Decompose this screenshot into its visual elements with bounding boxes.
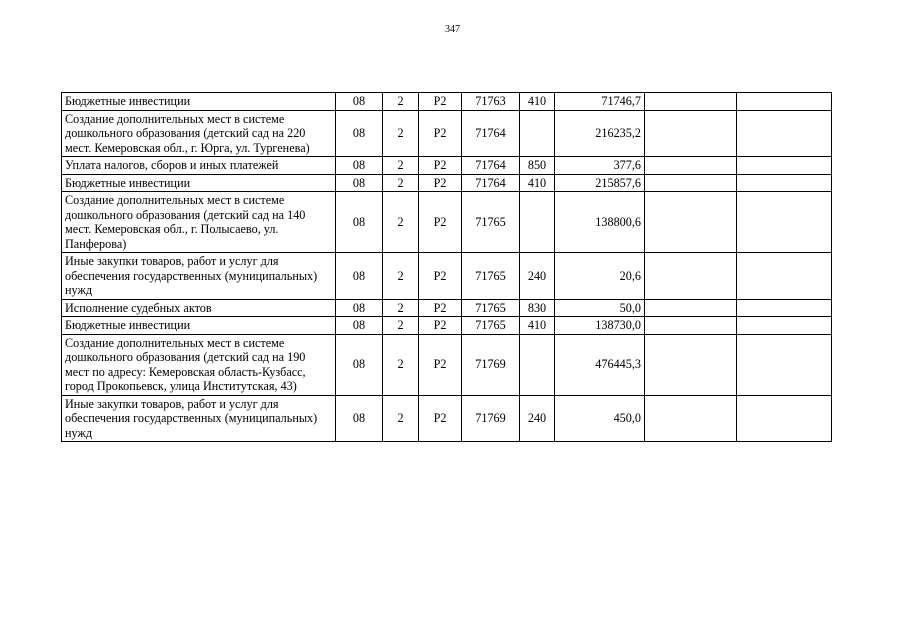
empty-column-cell	[737, 93, 832, 111]
amount-cell: 215857,6	[555, 174, 645, 192]
expense-type-cell: 240	[520, 253, 555, 300]
subsection-cell: 2	[383, 334, 419, 395]
program-cell: P2	[419, 334, 462, 395]
program-cell: P2	[419, 157, 462, 175]
section-cell: 08	[336, 174, 383, 192]
row-name-cell: Иные закупки товаров, работ и услуг для обеспечения государственных (муниципальных) нужд	[62, 395, 336, 442]
program-cell: P2	[419, 93, 462, 111]
program-cell: P2	[419, 110, 462, 157]
section-cell: 08	[336, 93, 383, 111]
section-cell: 08	[336, 299, 383, 317]
section-cell: 08	[336, 110, 383, 157]
subsection-cell: 2	[383, 395, 419, 442]
subsection-cell: 2	[383, 110, 419, 157]
empty-column-cell	[737, 395, 832, 442]
amount-cell: 20,6	[555, 253, 645, 300]
empty-column-cell	[737, 157, 832, 175]
expense-type-cell: 850	[520, 157, 555, 175]
section-cell: 08	[336, 253, 383, 300]
amount-cell: 216235,2	[555, 110, 645, 157]
expense-type-cell: 410	[520, 317, 555, 335]
direction-cell: 71769	[462, 395, 520, 442]
empty-column-cell	[645, 157, 737, 175]
subsection-cell: 2	[383, 93, 419, 111]
amount-cell: 50,0	[555, 299, 645, 317]
row-name-cell: Исполнение судебных актов	[62, 299, 336, 317]
empty-column-cell	[645, 253, 737, 300]
direction-cell: 71765	[462, 192, 520, 253]
section-cell: 08	[336, 334, 383, 395]
expense-type-cell: 240	[520, 395, 555, 442]
expense-type-cell: 410	[520, 93, 555, 111]
subsection-cell: 2	[383, 299, 419, 317]
section-cell: 08	[336, 395, 383, 442]
row-name-cell: Иные закупки товаров, работ и услуг для обеспечения государственных (муниципальных) нужд	[62, 253, 336, 300]
table-row	[62, 334, 832, 395]
subsection-cell: 2	[383, 192, 419, 253]
table-row	[62, 110, 832, 157]
empty-column-cell	[645, 395, 737, 442]
row-name-cell: Уплата налогов, сборов и иных платежей	[62, 157, 336, 175]
subsection-cell: 2	[383, 317, 419, 335]
empty-column-cell	[645, 93, 737, 111]
table-row	[62, 395, 832, 442]
table-body	[62, 93, 832, 442]
program-cell: P2	[419, 174, 462, 192]
row-name-cell: Создание дополнительных мест в системе дошкольного образования (детский сад на 190 мест по адресу: Кемеровская область-Кузбасс, город Прокопьевск, улица Институтская, 43)	[62, 334, 336, 395]
amount-cell: 138730,0	[555, 317, 645, 335]
amount-cell: 71746,7	[555, 93, 645, 111]
direction-cell: 71764	[462, 110, 520, 157]
empty-column-cell	[737, 334, 832, 395]
empty-column-cell	[737, 253, 832, 300]
page-number: 347	[445, 24, 460, 35]
budget-table	[61, 92, 832, 442]
direction-cell: 71765	[462, 299, 520, 317]
direction-cell: 71764	[462, 174, 520, 192]
table-row	[62, 93, 832, 111]
direction-cell: 71765	[462, 253, 520, 300]
direction-cell: 71764	[462, 157, 520, 175]
expense-type-cell	[520, 110, 555, 157]
program-cell: P2	[419, 299, 462, 317]
direction-cell: 71765	[462, 317, 520, 335]
empty-column-cell	[737, 192, 832, 253]
empty-column-cell	[737, 317, 832, 335]
program-cell: P2	[419, 317, 462, 335]
empty-column-cell	[645, 334, 737, 395]
amount-cell: 476445,3	[555, 334, 645, 395]
expense-type-cell: 830	[520, 299, 555, 317]
row-name-cell: Создание дополнительных мест в системе дошкольного образования (детский сад на 220 мест. Кемеровская обл., г. Юрга, ул. Тургенева)	[62, 110, 336, 157]
table-row	[62, 174, 832, 192]
section-cell: 08	[336, 192, 383, 253]
subsection-cell: 2	[383, 174, 419, 192]
table-row	[62, 157, 832, 175]
empty-column-cell	[645, 317, 737, 335]
row-name-cell: Создание дополнительных мест в системе дошкольного образования (детский сад на 140 мест. Кемеровская обл., г. Полысаево, ул. Панферова)	[62, 192, 336, 253]
empty-column-cell	[645, 299, 737, 317]
program-cell: P2	[419, 253, 462, 300]
subsection-cell: 2	[383, 157, 419, 175]
direction-cell: 71763	[462, 93, 520, 111]
table-row	[62, 317, 832, 335]
amount-cell: 377,6	[555, 157, 645, 175]
table-row	[62, 253, 832, 300]
direction-cell: 71769	[462, 334, 520, 395]
amount-cell: 450,0	[555, 395, 645, 442]
section-cell: 08	[336, 157, 383, 175]
program-cell: P2	[419, 395, 462, 442]
table-row	[62, 299, 832, 317]
empty-column-cell	[737, 299, 832, 317]
empty-column-cell	[737, 110, 832, 157]
empty-column-cell	[645, 192, 737, 253]
amount-cell: 138800,6	[555, 192, 645, 253]
empty-column-cell	[645, 174, 737, 192]
program-cell: P2	[419, 192, 462, 253]
section-cell: 08	[336, 317, 383, 335]
expense-type-cell: 410	[520, 174, 555, 192]
row-name-cell: Бюджетные инвестиции	[62, 317, 336, 335]
empty-column-cell	[737, 174, 832, 192]
empty-column-cell	[645, 110, 737, 157]
row-name-cell: Бюджетные инвестиции	[62, 174, 336, 192]
table-row	[62, 192, 832, 253]
expense-type-cell	[520, 192, 555, 253]
row-name-cell: Бюджетные инвестиции	[62, 93, 336, 111]
subsection-cell: 2	[383, 253, 419, 300]
expense-type-cell	[520, 334, 555, 395]
